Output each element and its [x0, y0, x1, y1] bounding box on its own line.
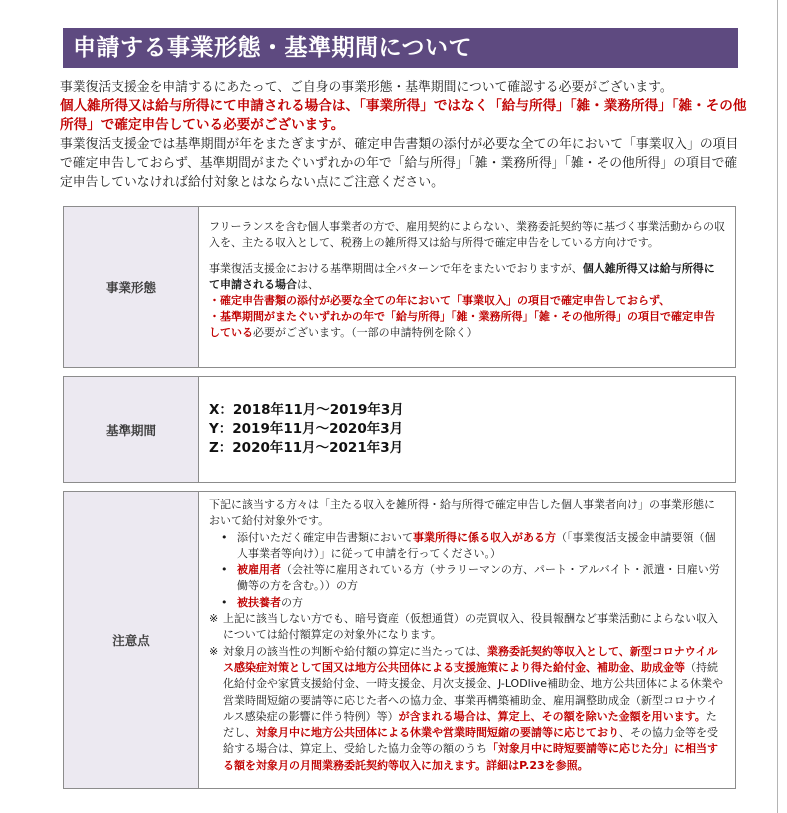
business-form-box — [63, 206, 736, 368]
notes-remark-2-text — [223, 644, 725, 774]
notes-bullet-3-red: 被扶養者 — [237, 595, 281, 609]
notes-remark-2-mid-3: 、その協力金等を受給する場合は、算定上、受給した協力金等の額のうち — [223, 726, 718, 756]
notes-bullet-list — [209, 530, 725, 611]
note-mark: ※ — [209, 644, 219, 658]
base-period-z: Z：2020年11月～2021年3月 — [209, 440, 404, 456]
notes-content — [199, 492, 735, 788]
base-period-box — [63, 376, 736, 483]
page-edge-rule — [777, 0, 778, 813]
base-period-y: Y：2019年11月～2020年3月 — [209, 421, 404, 437]
base-period-content — [199, 377, 735, 482]
intro-section — [60, 78, 748, 192]
notes-remark-2 — [209, 644, 725, 774]
notes-bullet-1 — [221, 530, 725, 563]
bullet-dot: • — [221, 563, 228, 577]
notes-bullet-3-post: の方 — [281, 595, 303, 609]
business-form-item-2-red: ・基準期間がまたぐいずれかの年で「給与所得」「雑・業務所得」「雑・その他所得」の項目で確定申告している — [209, 310, 715, 339]
business-form-item-2 — [209, 309, 725, 341]
notes-bullet-1-post: （「事業復活支援金申請要領（個人事業者等向け）」に従って申請を行ってください。） — [237, 530, 716, 560]
notes-remark-1 — [209, 611, 725, 644]
notes-remark-2-red-4: 「対象月中に時短要請等に応じた分」に相当する額を対象月の月間業務委託契約等収入に加えます。詳細はP.23を参照。 — [223, 742, 718, 772]
page-title: 申請する事業形態・基準期間について — [63, 28, 738, 68]
notes-bullet-1-pre: 添付いただく確定申告書類において — [237, 530, 413, 544]
bullet-dot: • — [221, 530, 228, 544]
notes-remark-2-red-1: 業務委託契約等収入として、新型コロナウイルス感染症対策として国又は地方公共団体による支援施策により得た給付金、補助金、助成金等 — [223, 644, 718, 674]
business-form-label: 事業形態 — [64, 207, 199, 367]
notes-bullet-2 — [221, 562, 725, 595]
notes-label: 注意点 — [64, 492, 199, 788]
notes-remark-2-mid-2: ただし、 — [223, 709, 717, 740]
notes-bullet-1-red: 事業所得に係る収入がある方 — [413, 530, 556, 544]
notes-bullet-2-red: 被雇用者 — [237, 563, 281, 577]
business-form-item-2-tail: 必要がございます。（一部の申請特例を除く） — [253, 326, 478, 339]
intro-line-3: 事業復活支援金では基準期間が年をまたぎますが、確定申告書類の添付が必要な全ての年において「事業収入」の項目で確定申告しておらず、基準期間がまたぐいずれかの年で「給与所得」「雑・業務所得」「雑・その他所得」の項目で確定申告していなければ給付対象とはならない点にご注意ください。 — [60, 137, 739, 190]
notes-remark-2-red-2: が含まれる場合は、算定上、その額を除いた金額を用います。 — [398, 709, 706, 723]
notes-box — [63, 491, 736, 789]
bullet-dot: • — [221, 595, 228, 609]
notes-remark-1-text: 上記に該当しない方でも、暗号資産（仮想通貨）の売買収入、役員報酬など事業活動によらない収入については給付額算定の対象外になります。 — [223, 612, 718, 642]
business-form-para-1: フリーランスを含む個人事業者の方で、雇用契約によらない、業務委託契約等に基づく事業活動からの収入を、主たる収入として、税務上の雑所得又は給与所得で確定申告をしている方向けです。 — [209, 220, 726, 249]
intro-line-2-highlight: 個人雑所得又は給与所得にて申請される場合は、「事業所得」ではなく「給与所得」「雑・業務所得」「雑・その他所得」で確定申告している必要がございます。 — [60, 98, 747, 133]
notes-remark-2-pre: 対象月の該当性の判断や給付額の算定に当たっては、 — [223, 644, 487, 658]
business-form-content — [199, 207, 735, 367]
business-form-item-1: ・確定申告書類の添付が必要な全ての年において「事業収入」の項目で確定申告しておらず、 — [209, 294, 671, 307]
base-period-x: X：2018年11月～2019年3月 — [209, 402, 404, 418]
business-form-para-2-bold: 個人雑所得又は給与所得にて申請される場合 — [209, 262, 715, 291]
notes-intro: 下記に該当する方々は「主たる収入を雑所得・給与所得で確定申告した個人事業者向け」の事業形態において給付対象外です。 — [209, 498, 715, 528]
notes-remark-2-mid-1: （持続化給付金や家賃支援給付金、一時支援金、月次支援金、J-LODlive補助金、地方公共団体による休業や営業時間短縮の要請等に応じた者への協力金、事業再構築補助金、雇用調整助成金（新型コロナウイルス感染症の影響に伴う特例）等） — [223, 660, 724, 723]
notes-bullet-3 — [221, 595, 725, 611]
notes-bullet-2-post: （会社等に雇用されている方（サラリーマンの方、パート・アルバイト・派遣・日雇い労働等の方を含む。））の方 — [237, 563, 720, 593]
base-period-label: 基準期間 — [64, 377, 199, 482]
notes-remark-2-red-3: 対象月中に地方公共団体による休業や営業時間短縮の要請等に応じており — [256, 726, 619, 740]
business-form-para-2-tail: は、 — [297, 278, 319, 291]
intro-line-1: 事業復活支援金を申請するにあたって、ご自身の事業形態・基準期間について確認する必要がございます。 — [60, 80, 673, 95]
note-mark: ※ — [209, 612, 219, 626]
business-form-para-2 — [209, 261, 725, 293]
business-form-para-2-normal: 事業復活支援金における基準期間は全パターンで年をまたいでおりますが、 — [209, 262, 583, 275]
